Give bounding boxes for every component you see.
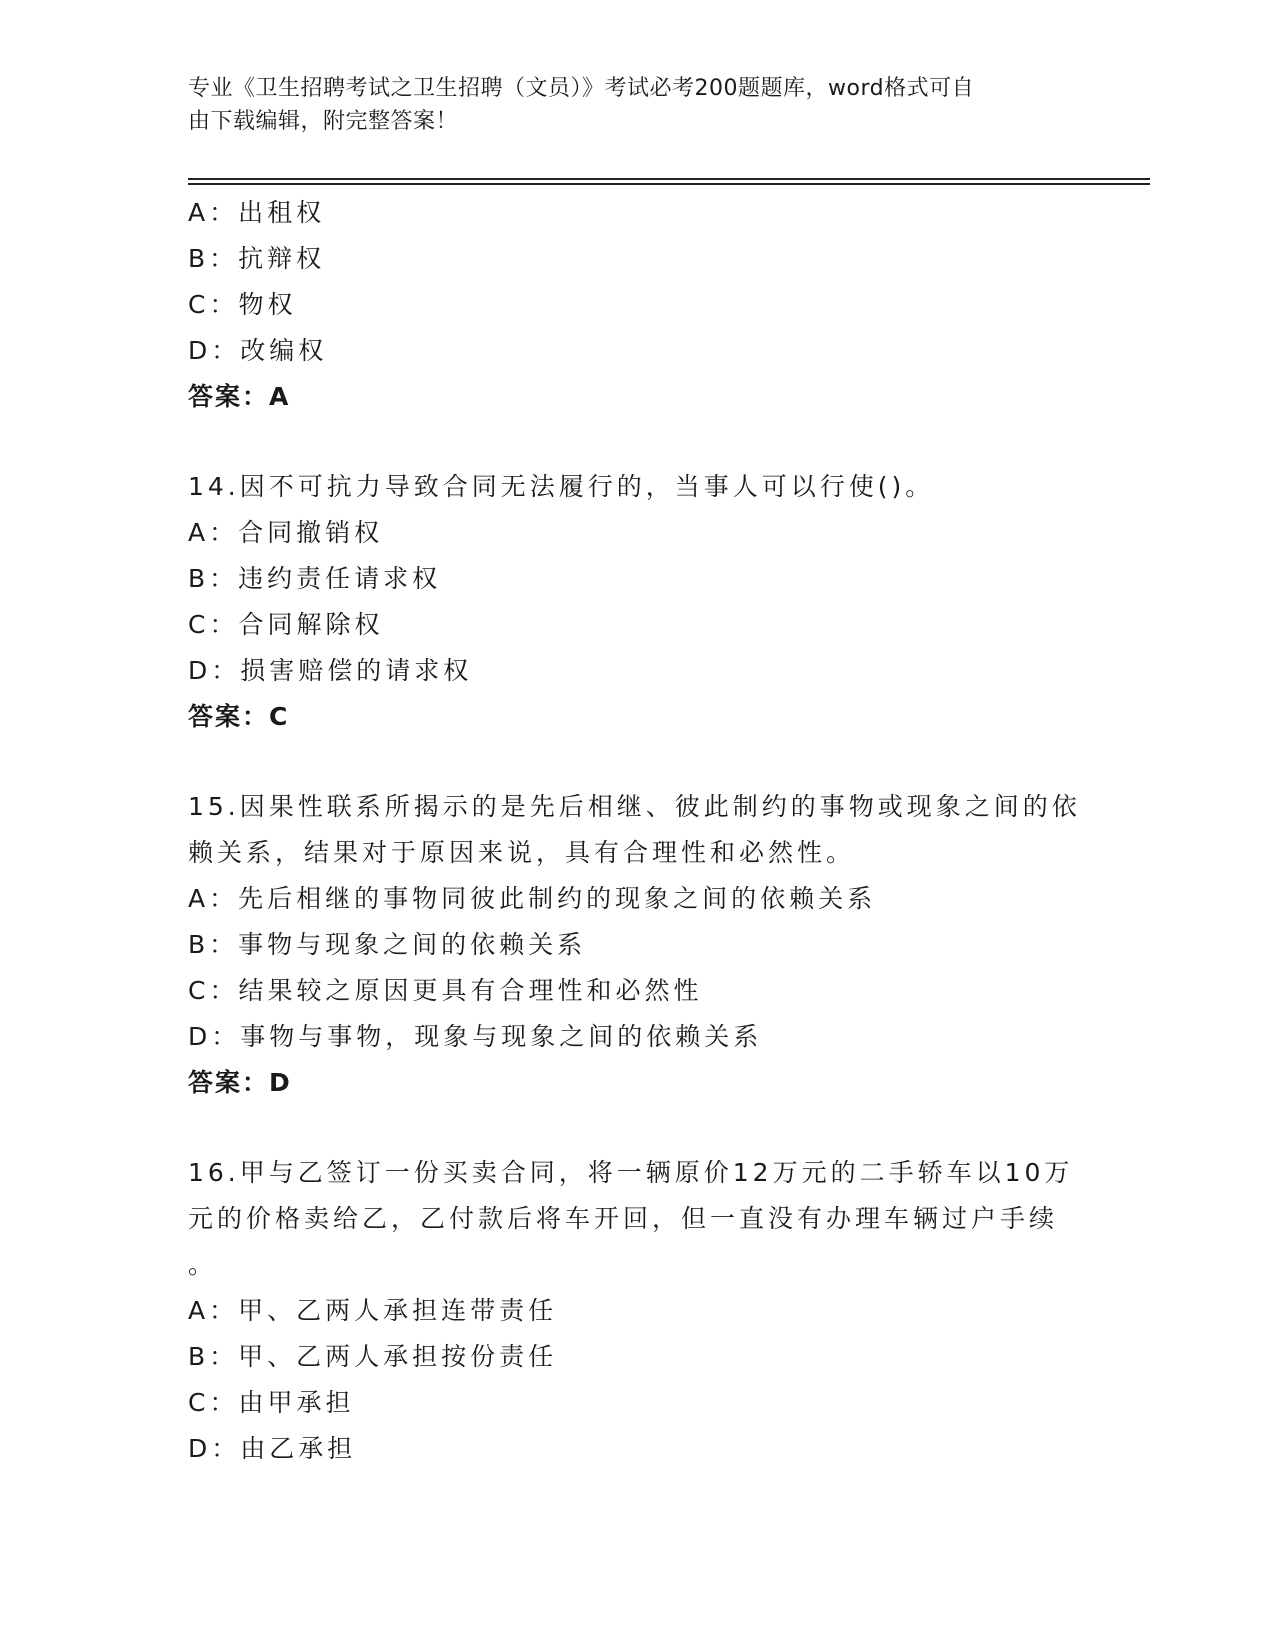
question-16-block [188,1150,1088,1472]
answer-label: 答案：D [188,1068,292,1097]
header-line-1: 专业《卫生招聘考试之卫生招聘（文员）》考试必考200题题库，word格式可自 [188,76,975,101]
spacer [188,740,1088,784]
option-c: C：合同解除权 [188,610,384,639]
option-a: A：合同撤销权 [188,518,384,547]
answer-label: 答案：C [188,702,290,731]
question-text-line-3: 。 [188,1250,218,1279]
option-c: C：结果较之原因更具有合理性和必然性 [188,976,703,1005]
question-list [188,190,1088,1472]
option-b: B：甲、乙两人承担按份责任 [188,1342,558,1371]
question-text-line-2: 赖关系，结果对于原因来说，具有合理性和必然性。 [188,838,856,867]
question-text-line-1: 16.甲与乙签订一份买卖合同，将一辆原价12万元的二手轿车以10万 [188,1158,1074,1187]
option-b: B：违约责任请求权 [188,564,442,593]
option-d: D：损害赔偿的请求权 [188,656,473,685]
question-text-line-1: 15.因果性联系所揭示的是先后相继、彼此制约的事物或现象之间的依 [188,792,1081,821]
option-a: A：甲、乙两人承担连带责任 [188,1296,558,1325]
option-d: D：由乙承担 [188,1434,357,1463]
answer-label: 答案：A [188,382,291,411]
header-divider-bottom [188,183,1150,185]
option-d: D：改编权 [188,336,328,365]
spacer [188,420,1088,464]
question-14-block [188,464,1088,740]
question-text: 14.因不可抗力导致合同无法履行的，当事人可以行使()。 [188,472,935,501]
option-c: C：物权 [188,290,297,319]
question-13-block [188,190,1088,420]
document-header [188,72,1088,138]
option-d: D：事物与事物，现象与现象之间的依赖关系 [188,1022,763,1051]
option-c: C：由甲承担 [188,1388,355,1417]
option-b: B：事物与现象之间的依赖关系 [188,930,587,959]
option-b: B：抗辩权 [188,244,326,273]
header-divider-top [188,178,1150,180]
header-line-2: 由下载编辑，附完整答案！ [188,109,459,134]
spacer [188,1106,1088,1150]
option-a: A：出租权 [188,198,326,227]
question-text-line-2: 元的价格卖给乙，乙付款后将车开回，但一直没有办理车辆过户手续 [188,1204,1059,1233]
option-a: A：先后相继的事物同彼此制约的现象之间的依赖关系 [188,884,877,913]
question-15-block [188,784,1088,1106]
